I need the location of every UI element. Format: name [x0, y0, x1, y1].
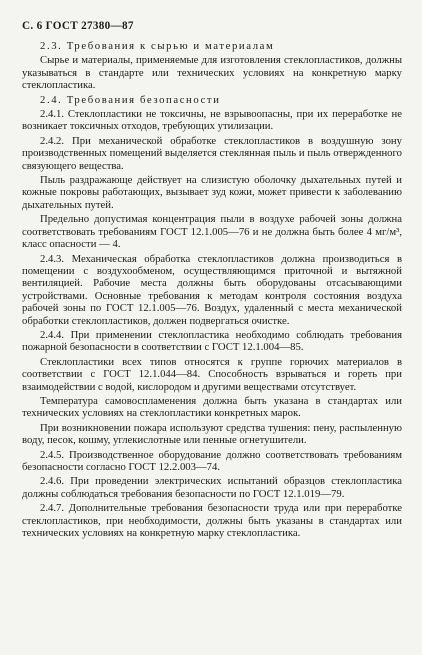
paragraph: 2.4.5. Производственное оборудование должно соответствовать требованиям безопасности согласно ГОСТ 12.2.003—74. — [22, 448, 402, 473]
paragraph: При возникновении пожара используют средства тушения: пену, распыленную воду, песок, кошму, углекислотные или пенные огнетушители. — [22, 421, 402, 447]
paragraph: 2.4.3. Механическая обработка стеклопластиков должна производиться в помещении с воздухообменом, осуществляющимся приточной и вытяжной вентиляцией. Рабочие места должны быть оборудованы отсасывающими устройствами. Основные требования к методам контроля состояния воздуха рабочей зоны по ГОСТ 12.1.005—76. Воздух, удаленный с места механической обработки стеклопластиков, должен подвергаться очистке. — [22, 252, 402, 327]
paragraph: 2.4.1. Стеклопластики не токсичны, не взрывоопасны, при их переработке не возникает токсичных отходов, требующих утилизации. — [22, 108, 402, 133]
paragraph: Стеклопластики всех типов относятся к группе горючих материалов в соответствии с ГОСТ 12.1.044—84. Способность взрываться и гореть при взаимодействии с водой, кислородом и другими веществами отсутствует. — [22, 355, 402, 393]
paragraph: 2.4.7. Дополнительные требования безопасности труда или при переработке стеклопластиков, при необходимости, должны быть указаны в стандартах или технических условиях на конкретную марку стеклопластика. — [22, 502, 402, 540]
paragraph: 2.4.2. При механической обработке стеклопластиков в воздушную зону производственных помещений выделяется стеклянная пыль и пыль отвержденного связующего вещества. — [22, 134, 402, 172]
paragraph: 2.4.6. При проведении электрических испытаний образцов стеклопластика должны соблюдаться требования безопасности по ГОСТ 12.1.019—79. — [22, 475, 402, 500]
section-heading-raw-materials: 2.3. Требования к сырью и материалам — [40, 40, 275, 52]
paragraph: Предельно допустимая концентрация пыли в воздухе рабочей зоны должна соответствовать требованиям ГОСТ 12.1.005—76 и не должна быть более 4 мг/м³, класс опасности — 4. — [22, 213, 402, 251]
page-header: С. 6 ГОСТ 27380—87 — [22, 20, 134, 32]
section-heading-safety: 2.4. Требования безопасности — [40, 93, 221, 106]
paragraph: 2.4.4. При применении стеклопластика необходимо соблюдать требования пожарной безопасности в соответствии с ГОСТ 12.1.004—85. — [22, 328, 402, 354]
document-body — [22, 40, 402, 539]
paragraph: Температура самовоспламенения должна быть указана в стандартах или технических условиях на стеклопластики конкретных марок. — [22, 394, 402, 420]
paragraph: Сырье и материалы, применяемые для изготовления стеклопластиков, должны указываться в стандарте или технических условиях на конкретную марку стеклопластика. — [22, 54, 402, 92]
paragraph: Пыль раздражающе действует на слизистую оболочку дыхательных путей и кожные покровы работающих, вызывает зуд кожи, может привести к заболеванию дыхательных путей. — [22, 174, 402, 211]
